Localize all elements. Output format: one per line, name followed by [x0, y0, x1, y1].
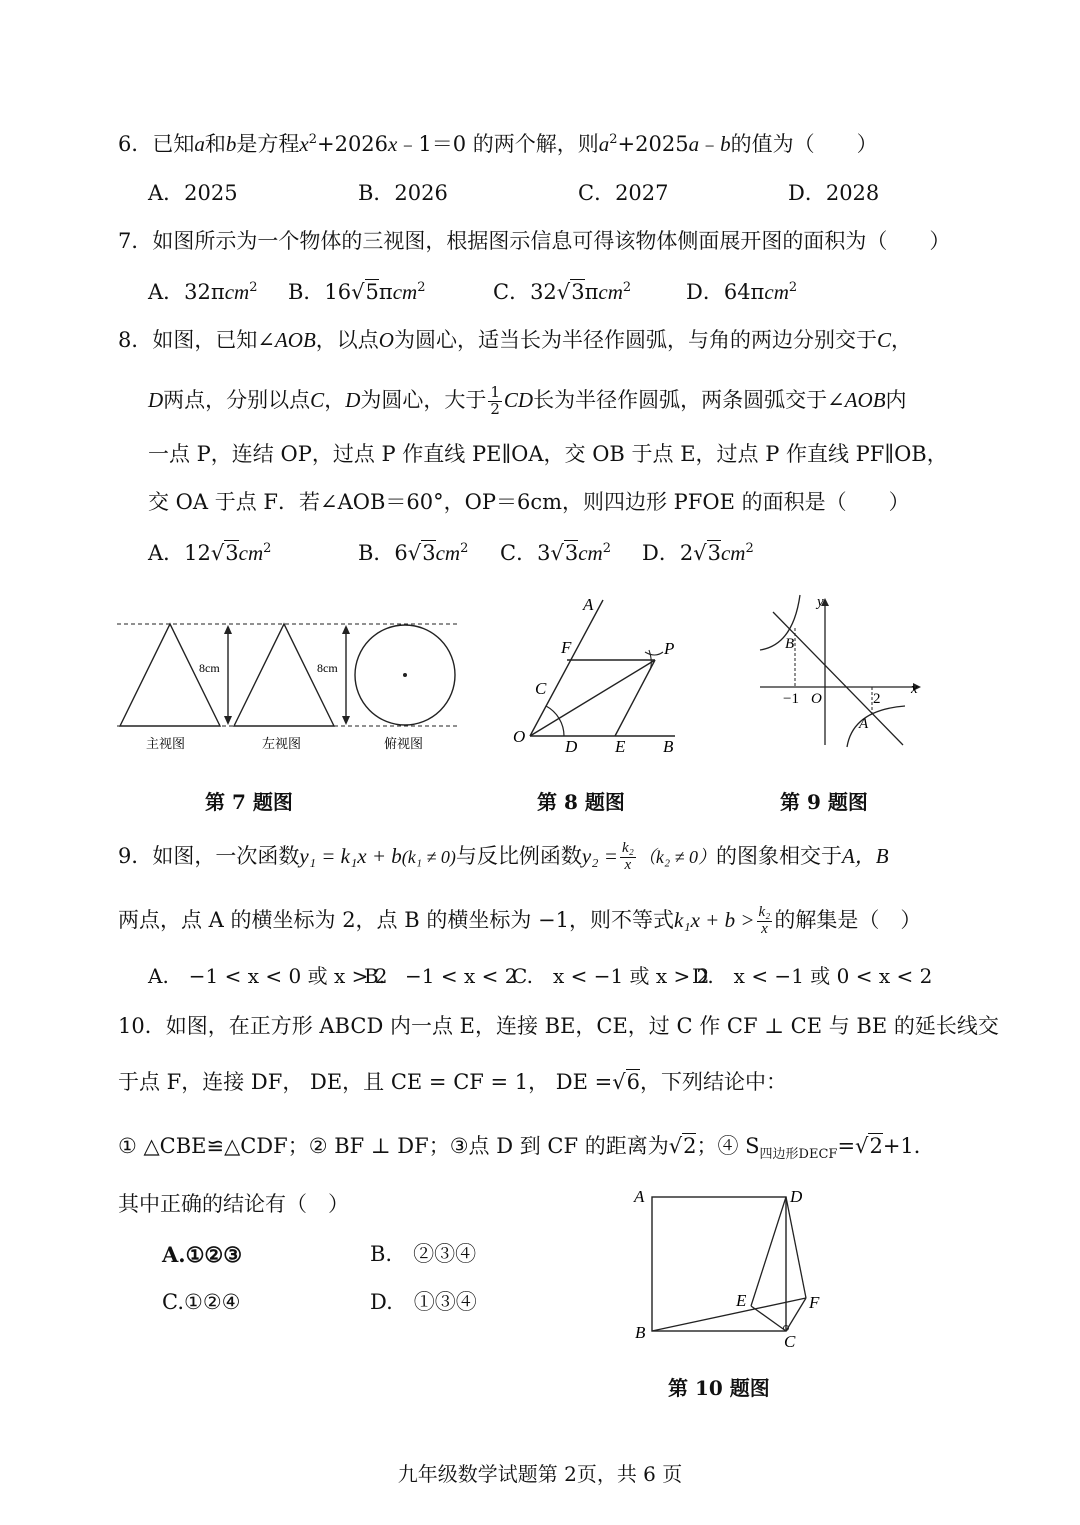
q9-line2: 两点，点 A 的横坐标为 2，点 B 的横坐标为 −1，则不等式k₁x + b > $\frac{\text{k₂}}{x}$ 的解集是（ ） [118, 904, 922, 937]
q10-line4: 其中正确的结论有（ ） [118, 1192, 349, 1216]
q7-option-d: D．64πcm$^2$ [686, 280, 798, 304]
fig8-label-d: D [565, 737, 578, 756]
figure-9-caption: 第 9 题图 [780, 790, 868, 814]
fig10-label-e: E [736, 1291, 747, 1310]
figure-8 [505, 590, 695, 760]
fig8-label-o: O [513, 727, 526, 746]
q7-stem: 7．如图所示为一个物体的三视图，根据图示信息可得该物体侧面展开图的面积为（ ） [118, 229, 951, 253]
fig9-label-o: O [811, 691, 822, 707]
q9-fraction-1: $\frac{\text{k₂}}{x}$ [621, 840, 634, 873]
q10-option-d: D. ①③④ [370, 1290, 477, 1314]
q7-option-c: C．32√3πcm$^2$ [493, 280, 632, 304]
q10-line3: ① △CBE≌△CDF；② BF ⊥ DF；③点 D 到 CF 的距离为√2；④ $S_{四边形DECF}=√2+1$． [118, 1134, 935, 1163]
q10-line2: 于点 F，连接 DF， DE，且 CE = CF = 1， DE =√6，下列结论中： [118, 1070, 788, 1094]
q8-fraction: $\frac{1}{2}$ [490, 383, 500, 418]
fig9-label-y: y [817, 594, 824, 610]
q7-option-a: A．32πcm$^2$ [148, 280, 258, 304]
fig10-label-f: F [809, 1293, 820, 1312]
q6-option-c: C．2027 [578, 181, 669, 205]
figure-10 [628, 1180, 838, 1350]
fig9-label-a: A [859, 716, 869, 732]
q9-option-b: B. −1 < x < 2 [364, 964, 518, 988]
q8-line2: D两点，分别以点C，D为圆心，大于 $\frac{1}{2}$ CD长为半径作圆弧，两条圆弧交于∠AOB内 [148, 383, 907, 418]
side-view-label: 左视图 [262, 737, 302, 752]
q10-line1: 10．如图，在正方形 ABCD 内一点 E，连接 BE，CE，过 C 作 CF ⊥ CE 与 BE 的延长线交 [118, 1014, 999, 1038]
figure-7 [112, 610, 462, 760]
fig9-label-minus-one: −1 [783, 691, 799, 707]
fig9-label-x: x [911, 681, 918, 697]
q9-option-d: D. x < −1 或 0 < x < 2 [692, 964, 933, 988]
fig8-label-c: C [535, 679, 547, 698]
fig8-label-f: F [561, 638, 572, 657]
front-view-triangle [120, 624, 220, 726]
q8-line4: 交 OA 于点 F．若∠AOB＝60°，OP＝6cm，则四边形 PFOE 的面积是（ ） [148, 490, 910, 514]
page-footer: 九年级数学试题第 2页，共 6 页 [397, 1462, 683, 1486]
fig10-label-a: A [634, 1187, 645, 1206]
q8-option-a: A．$12√3cm^2$ [148, 541, 272, 565]
q10-option-a: A.①②③ [162, 1242, 243, 1267]
q9-fraction-2: $\frac{\text{k₂}}{x}$ [758, 904, 771, 937]
q9-option-c: C. x < −1 或 x > 2 [512, 964, 710, 988]
q7-option-b: B．16√5πcm$^2$ [288, 280, 426, 304]
q6-option-d: D．2028 [788, 181, 880, 205]
fig9-label-two: 2 [873, 691, 881, 707]
fig9-label-b: B [785, 636, 795, 652]
fig8-label-a: A [583, 595, 594, 614]
fig8-label-p: P [664, 639, 675, 658]
fig10-label-b: B [635, 1323, 646, 1342]
q6-stem: 6．已知a和b是方程$x^2+2026x﹣1=0$ 的两个解，则$a^2+2025a﹣b$的值为（ ） [118, 132, 878, 156]
q9-line1: 9．如图，一次函数y₁ = k₁x + b(k₁ ≠ 0)与反比例函数y₂ = $\frac{\text{k₂}}{x}$ （k₂ ≠ 0）的图象相交于A，B [118, 840, 889, 873]
figure-10-caption: 第 10 题图 [668, 1376, 770, 1400]
top-view-label: 俯视图 [384, 737, 424, 752]
side-view-height: 8cm [317, 661, 338, 675]
fig10-label-c: C [784, 1332, 796, 1350]
side-view-triangle [234, 624, 334, 726]
q8-option-b: B．$6√3cm^2$ [358, 541, 469, 565]
front-view-height: 8cm [199, 661, 220, 675]
q9-option-a: A. −1 < x < 0 或 x > 2 [148, 964, 388, 988]
fig8-label-b: B [663, 737, 674, 756]
q10-option-c: C.①②④ [162, 1290, 241, 1314]
figure-7-caption: 第 7 题图 [205, 790, 293, 814]
q8-option-c: C．$3√3cm^2$ [500, 541, 611, 565]
figure-8-caption: 第 8 题图 [537, 790, 625, 814]
fig8-label-e: E [615, 737, 626, 756]
figure-9 [755, 590, 930, 750]
fig10-label-d: D [790, 1187, 803, 1206]
q8-line1: 8．如图，已知∠AOB，以点O为圆心，适当长为半径作圆弧，与角的两边分别交于C， [118, 328, 912, 352]
q10-option-b: B. ②③④ [370, 1242, 477, 1266]
q8-option-d: D．$2√3cm^2$ [642, 541, 754, 565]
q6-option-a: A．2025 [148, 181, 238, 205]
q6-option-b: B．2026 [358, 181, 448, 205]
front-view-label: 主视图 [146, 737, 186, 752]
q8-line3: 一点 P，连结 OP，过点 P 作直线 PE∥OA，交 OB 于点 E，过点 P 作直线 PF∥OB， [148, 442, 948, 466]
